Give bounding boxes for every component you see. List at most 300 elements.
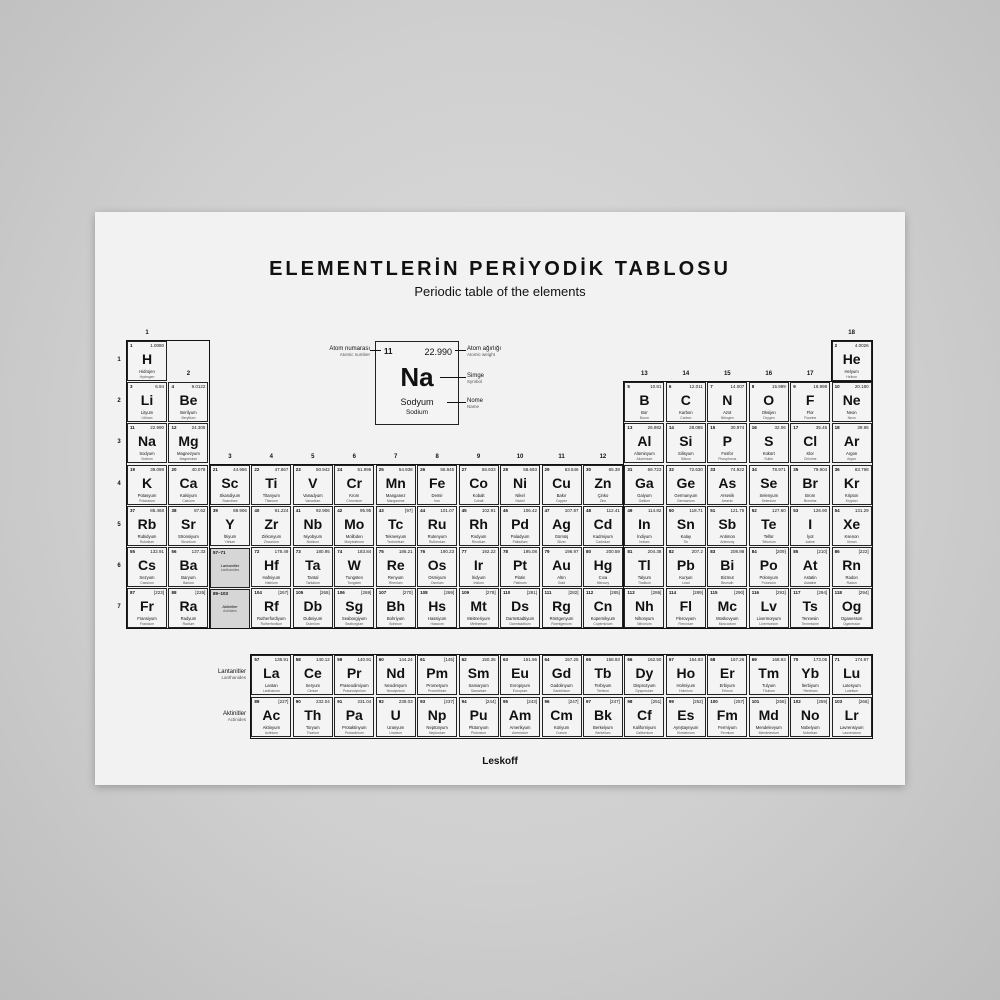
atomic-number: 25: [378, 466, 384, 472]
element-symbol: Cd: [593, 515, 613, 532]
atomic-mass: [252]: [692, 699, 703, 704]
element-cell-lr: [832, 697, 872, 737]
atomic-mass: 12.011: [689, 384, 703, 390]
period-label: 6: [117, 563, 121, 569]
atomic-number: 51: [710, 507, 716, 513]
atomic-mass: 157.25: [564, 657, 579, 662]
element-cell-mg: [168, 423, 208, 463]
element-name-tr: Galyum: [637, 492, 652, 498]
element-name-en: Hassium: [430, 622, 444, 627]
period-label: 7: [117, 604, 121, 611]
element-name-tr: Germanyum: [674, 492, 698, 498]
element-symbol: Th: [304, 707, 322, 723]
element-cell-cn: [583, 588, 623, 628]
atomic-number: 53: [793, 507, 799, 513]
atomic-mass: 114.82: [647, 507, 662, 513]
element-name-en: Krypton: [845, 498, 858, 503]
atomic-number: 35: [793, 466, 799, 472]
element-name-en: Americium: [512, 731, 529, 735]
element-cell-cf: [624, 697, 664, 737]
atomic-number: 15: [710, 425, 716, 431]
atomic-mass: 208.98: [730, 549, 745, 554]
atomic-mass: 65.38: [608, 466, 620, 472]
element-name-tr: Astatin: [803, 575, 817, 580]
atomic-number: 79: [544, 549, 550, 554]
element-name-en: Roentgenium: [551, 622, 572, 627]
element-name-tr: Lantan: [264, 683, 278, 688]
element-name-tr: Argon: [846, 451, 858, 457]
atomic-number: 40: [254, 507, 260, 513]
atomic-number: 81: [627, 549, 633, 554]
element-symbol: Pt: [513, 557, 528, 573]
element-name-en: Titanium: [264, 498, 278, 503]
element-name-en: Sulfur: [764, 457, 774, 462]
element-name-en: Iodine: [805, 539, 815, 544]
element-cell-ar: [832, 423, 872, 463]
element-cell-br: [790, 465, 830, 505]
atomic-mass: 102.91: [481, 507, 496, 513]
element-cell-pm: [417, 655, 457, 695]
atomic-mass: [209]: [775, 549, 786, 554]
atomic-number: 77: [461, 549, 467, 554]
element-name-en: Cobalt: [473, 498, 484, 503]
element-symbol: Db: [303, 598, 323, 615]
placeholder-actinides: [210, 589, 250, 629]
atomic-number: 21: [212, 466, 218, 472]
element-symbol: Es: [677, 707, 695, 723]
atomic-number: 2: [834, 343, 838, 348]
element-cell-nb: [293, 506, 333, 546]
element-name-tr: Nihonyum: [634, 616, 654, 622]
element-cell-cr: [334, 465, 374, 505]
element-cell-pa: [334, 697, 374, 737]
atomic-number: 76: [420, 549, 426, 554]
atomic-mass: [285]: [609, 590, 620, 596]
element-symbol: Sn: [676, 515, 695, 532]
element-cell-mt: [459, 588, 499, 628]
atomic-number: 83: [710, 549, 716, 554]
atomic-mass: 26.982: [647, 425, 662, 431]
element-name-en: Flerovium: [678, 622, 694, 627]
element-symbol: Nd: [386, 665, 406, 681]
element-symbol: Re: [386, 557, 405, 573]
atomic-number: 37: [130, 507, 136, 513]
atomic-mass: [257]: [734, 699, 745, 704]
element-name-tr: Prometyum: [426, 683, 448, 688]
atomic-mass: [289]: [692, 590, 703, 596]
legend-symbol-en: Symbol: [467, 379, 483, 384]
element-name-en: Darmstadtium: [509, 622, 531, 627]
element-cell-na: [127, 423, 167, 463]
atomic-mass: 87.62: [194, 507, 206, 513]
element-name-en: Potassium: [139, 498, 155, 503]
element-symbol: Cr: [346, 474, 363, 491]
element-name-en: Fermium: [720, 731, 734, 735]
element-cell-np: [417, 697, 457, 737]
group-label: 15: [723, 371, 731, 378]
atomic-number: 55: [130, 549, 136, 554]
element-cell-kr: [832, 465, 872, 505]
element-name-en: Iridium: [473, 581, 484, 585]
element-name-en: Lead: [682, 581, 690, 585]
element-symbol: Cu: [552, 474, 571, 491]
element-name-en: Xenon: [846, 539, 857, 544]
element-name-en: Gadolinium: [552, 689, 571, 693]
atomic-mass: 72.630: [689, 466, 703, 472]
element-name-tr: Rutenyum: [427, 533, 447, 539]
element-name-en: Strontium: [181, 539, 196, 544]
element-name-tr: Baryum: [181, 575, 196, 580]
atomic-mass: 190.23: [440, 549, 455, 554]
atomic-mass: [227]: [278, 699, 289, 704]
legend-line-symbol: [440, 377, 466, 378]
element-name-tr: Ksenon: [844, 533, 859, 539]
element-name-tr: Terbiyum: [594, 683, 612, 688]
element-cell-nh: [624, 588, 664, 628]
element-name-en: Copernicium: [593, 622, 613, 627]
period-label: 5: [117, 521, 121, 528]
element-symbol: Fl: [679, 598, 693, 615]
atomic-number: 45: [461, 507, 467, 513]
atomic-number: 28: [503, 466, 509, 472]
atomic-mass: [270]: [402, 590, 413, 596]
atomic-number: 113: [627, 590, 635, 596]
period-label: 3: [117, 439, 121, 446]
group-label: 17: [806, 371, 814, 378]
element-name-tr: Platin: [514, 575, 526, 580]
lanthanides-label-en: Lanthanides: [221, 675, 246, 680]
atomic-mass: 196.97: [564, 549, 579, 554]
element-cell-cd: [583, 506, 623, 546]
legend-sample-name-tr: Sodyum: [400, 397, 434, 407]
element-name-tr: Lityum: [140, 410, 154, 416]
element-name-en: Platinum: [513, 581, 527, 585]
element-cell-pd: [500, 506, 540, 546]
atomic-number: 116: [751, 590, 760, 596]
atomic-mass: 1.0080: [150, 343, 164, 348]
element-name-tr: Azot: [723, 410, 732, 416]
element-name-en: Oxygen: [762, 416, 775, 421]
element-cell-co: [459, 465, 499, 505]
brand-logo-text: Leskoff: [482, 756, 518, 767]
element-symbol: Ac: [262, 707, 281, 723]
atomic-number: 24: [337, 466, 343, 472]
element-name-en: Yttrium: [224, 539, 236, 544]
element-name-tr: Silisyum: [678, 451, 694, 457]
element-cell-rf: [251, 588, 291, 628]
element-symbol: P: [722, 433, 732, 450]
atomic-mass: [237]: [444, 699, 455, 704]
element-name-en: Lawrencium: [842, 731, 861, 735]
element-name-tr: Niyobyum: [303, 533, 323, 539]
atomic-number: 93: [420, 699, 426, 704]
atomic-number: 17: [793, 425, 799, 431]
group-label: 9: [476, 453, 481, 460]
atomic-number: 49: [627, 507, 633, 513]
element-name-en: Seaborgium: [345, 622, 364, 627]
atomic-number: 16: [751, 425, 757, 431]
element-name-en: Meitnerium: [470, 622, 487, 627]
element-cell-c: [666, 382, 706, 422]
atomic-number: 33: [710, 466, 716, 472]
element-name-tr: Neon: [846, 410, 857, 416]
atomic-mass: 178.49: [274, 549, 289, 554]
atomic-mass: [244]: [485, 699, 496, 704]
atomic-mass: 238.03: [398, 699, 413, 704]
element-name-en: Mendelevium: [758, 731, 779, 735]
atomic-mass: 58.693: [523, 466, 538, 472]
element-symbol: Md: [758, 707, 779, 723]
atomic-mass: 151.96: [523, 657, 538, 662]
element-symbol: Sm: [467, 665, 490, 681]
element-name-en: Europium: [512, 689, 528, 693]
atomic-number: 82: [668, 549, 674, 554]
element-name-tr: Molibden: [345, 533, 363, 539]
element-symbol: Gd: [551, 665, 572, 681]
element-name-en: Bromine: [803, 498, 817, 503]
element-symbol: In: [638, 515, 651, 532]
atomic-mass: 69.723: [647, 466, 662, 472]
atomic-mass: [266]: [858, 699, 869, 704]
atomic-mass: 180.95: [316, 549, 330, 554]
element-symbol: Ba: [179, 557, 198, 573]
element-name-en: Hydrogen: [139, 375, 155, 379]
atomic-number: 22: [254, 466, 260, 472]
element-name-en: Argon: [847, 457, 857, 462]
atomic-mass: 88.906: [233, 507, 247, 513]
element-cell-am: [500, 697, 540, 737]
element-cell-sg: [334, 588, 374, 628]
legend-atomic-number-en: Atomic number: [339, 352, 370, 357]
element-symbol: U: [390, 707, 401, 723]
element-name-tr: Fosfor: [721, 451, 734, 457]
group-label: 16: [765, 371, 773, 378]
atomic-number: 43: [378, 507, 384, 513]
group-label: 4: [269, 453, 274, 460]
element-name-tr: Lavrensiyum: [839, 725, 864, 730]
element-symbol: Hg: [593, 557, 613, 573]
element-symbol: I: [808, 515, 813, 532]
legend-sample-name-en: Sodium: [405, 409, 429, 416]
element-cell-rb: [127, 506, 167, 546]
element-cell-cl: [790, 423, 830, 463]
element-name-tr: Kükürt: [762, 451, 775, 457]
element-cell-ni: [500, 465, 540, 505]
element-symbol: Ar: [843, 433, 860, 450]
element-name-en: Francium: [139, 622, 155, 627]
element-symbol: Zr: [264, 515, 279, 532]
atomic-mass: 173.05: [813, 657, 828, 662]
element-name-en: Osmium: [430, 581, 444, 585]
element-symbol: Am: [508, 707, 532, 723]
element-symbol: Pa: [345, 707, 363, 723]
element-name-tr: Helyum: [844, 369, 859, 374]
element-name-tr: Stronsiyum: [177, 533, 199, 539]
element-cell-cu: [542, 465, 582, 505]
legend-sample-number: 11: [384, 347, 393, 356]
atomic-number: 46: [503, 507, 509, 513]
element-symbol: Si: [679, 433, 693, 450]
element-cell-rn: [832, 547, 872, 587]
atomic-mass: 132.91: [150, 549, 164, 554]
element-name-tr: Rodyum: [470, 533, 487, 539]
element-name-tr: Rubidyum: [137, 533, 157, 539]
atomic-number: 88: [171, 590, 177, 596]
atomic-mass: [269]: [444, 590, 455, 596]
element-name-tr: Polonyum: [759, 575, 779, 580]
element-symbol: Xe: [843, 515, 861, 532]
lanthanides-label-tr: Lantanitler: [217, 669, 246, 675]
atomic-number: 71: [834, 657, 840, 662]
page-title: ELEMENTLERİN PERİYODİK TABLOSU: [269, 258, 731, 280]
atomic-mass: 121.76: [730, 507, 745, 513]
element-name-tr: Samaryum: [468, 683, 489, 688]
element-name-tr: Alüminyum: [634, 451, 655, 457]
element-name-tr: Kadmiyum: [593, 533, 613, 539]
element-cell-li: [127, 382, 167, 422]
element-name-tr: Oksijen: [761, 410, 776, 416]
element-name-tr: Oganesson: [840, 616, 863, 622]
element-name-en: Berkelium: [595, 731, 611, 735]
element-name-tr: Renyum: [387, 575, 404, 580]
atomic-mass: 131.29: [854, 507, 869, 513]
element-cell-ca: [168, 465, 208, 505]
element-name-tr: Krom: [349, 492, 360, 498]
atomic-mass: 112.41: [606, 507, 620, 513]
atomic-mass: 150.36: [481, 657, 496, 662]
element-symbol: Bk: [593, 707, 612, 723]
element-symbol: Be: [179, 392, 198, 409]
placeholder-actinides-tr: Aktinitler: [222, 604, 238, 609]
atomic-mass: 137.33: [191, 549, 206, 554]
element-name-tr: Livermoryum: [756, 616, 781, 622]
element-cell-w: [334, 547, 374, 587]
group-label: 18: [848, 330, 855, 336]
element-name-en: Mercury: [596, 581, 610, 585]
element-cell-cs: [127, 547, 167, 587]
element-name-en: Caesium: [140, 581, 154, 585]
element-name-tr: Sodyum: [139, 451, 155, 457]
atomic-mass: 15.999: [771, 384, 786, 390]
atomic-number: 42: [337, 507, 343, 513]
element-cell-hs: [417, 588, 457, 628]
placeholder-actinides-text: [211, 604, 249, 614]
atomic-mass: 47.867: [274, 466, 289, 472]
atomic-number: 103: [834, 699, 843, 704]
atomic-number: 32: [668, 466, 674, 472]
atomic-number: 107: [378, 590, 387, 596]
element-symbol: Lr: [844, 707, 859, 723]
actinides-label: [186, 711, 246, 722]
element-cell-cm: [542, 697, 582, 737]
atomic-mass: 9.0122: [191, 384, 206, 390]
atomic-number: 20: [171, 466, 177, 472]
element-name-tr: Tungsten: [345, 575, 363, 580]
atomic-number: 29: [544, 466, 550, 472]
element-name-en: Neodymium: [386, 689, 405, 693]
atomic-number: 52: [751, 507, 757, 513]
element-name-en: Zinc: [599, 498, 607, 503]
atomic-mass: [278]: [485, 590, 496, 596]
atomic-mass: [294]: [858, 590, 869, 596]
element-cell-zn: [583, 465, 623, 505]
element-name-en: Phosphorus: [718, 457, 737, 462]
element-name-en: Carbon: [680, 416, 692, 421]
element-symbol: Ru: [427, 515, 447, 532]
element-symbol: At: [802, 557, 818, 573]
element-symbol: Li: [140, 392, 154, 409]
atomic-mass: 158.93: [606, 657, 620, 662]
element-name-tr: Vanadyum: [302, 492, 323, 498]
atomic-mass: 50.942: [316, 466, 330, 472]
element-cell-ts: [790, 588, 830, 628]
element-name-en: Germanium: [676, 498, 695, 503]
group-label: 5: [311, 453, 315, 460]
element-name-tr: Darmstadtiyum: [505, 616, 535, 622]
atomic-number: 31: [627, 466, 633, 472]
element-symbol: Fr: [140, 598, 154, 615]
atomic-number: 98: [627, 699, 633, 704]
atomic-number: 102: [793, 699, 801, 704]
element-cell-es: [666, 697, 706, 737]
element-name-en: Californium: [635, 731, 653, 735]
atomic-mass: 140.91: [357, 657, 372, 662]
atomic-mass: 6.94: [155, 384, 164, 390]
element-cell-fl: [666, 588, 706, 628]
element-name-tr: Altın: [557, 575, 566, 580]
atomic-number: 41: [295, 507, 301, 513]
atomic-number: 64: [544, 657, 550, 662]
atomic-mass: 4.0026: [854, 343, 869, 348]
actinides-label-tr: Aktinitler: [222, 711, 246, 717]
element-name-en: Dysprosium: [635, 689, 654, 693]
atomic-number: 72: [254, 549, 260, 554]
element-name-en: Magnesium: [179, 457, 198, 462]
element-name-en: Plutonium: [471, 731, 487, 735]
atomic-number: 85: [793, 549, 799, 554]
period-label: 4: [117, 480, 121, 487]
element-symbol: Mt: [470, 598, 487, 615]
element-cell-tb: [583, 655, 623, 695]
group-label: 3: [228, 453, 232, 460]
element-symbol: La: [263, 665, 280, 681]
element-name-en: Gallium: [638, 498, 651, 503]
element-symbol: Sc: [221, 474, 239, 491]
element-name-en: Tantalum: [305, 581, 320, 585]
atomic-mass: 195.08: [523, 549, 538, 554]
atomic-mass: 85.468: [150, 507, 164, 513]
element-name-en: Rhodium: [471, 539, 486, 544]
element-name-en: Dubnium: [306, 622, 320, 627]
element-symbol: Pr: [346, 665, 362, 681]
element-name-en: Silver: [557, 539, 566, 544]
element-name-en: Chlorine: [803, 457, 817, 462]
atomic-number: 4: [171, 384, 174, 390]
atomic-mass: 204.38: [647, 549, 662, 554]
element-symbol: B: [639, 392, 650, 409]
atomic-mass: 127.60: [771, 507, 786, 513]
element-name-en: Iron: [434, 498, 441, 503]
atomic-mass: 140.12: [316, 657, 330, 662]
element-symbol: Lv: [760, 598, 777, 615]
element-cell-ag: [542, 506, 582, 546]
element-name-tr: Talyum: [637, 575, 652, 580]
element-name-tr: Tennesin: [801, 616, 819, 622]
element-cell-as: [707, 465, 747, 505]
element-name-en: Selenium: [761, 498, 776, 503]
element-symbol: Hf: [263, 557, 279, 573]
element-symbol: Og: [841, 598, 862, 615]
